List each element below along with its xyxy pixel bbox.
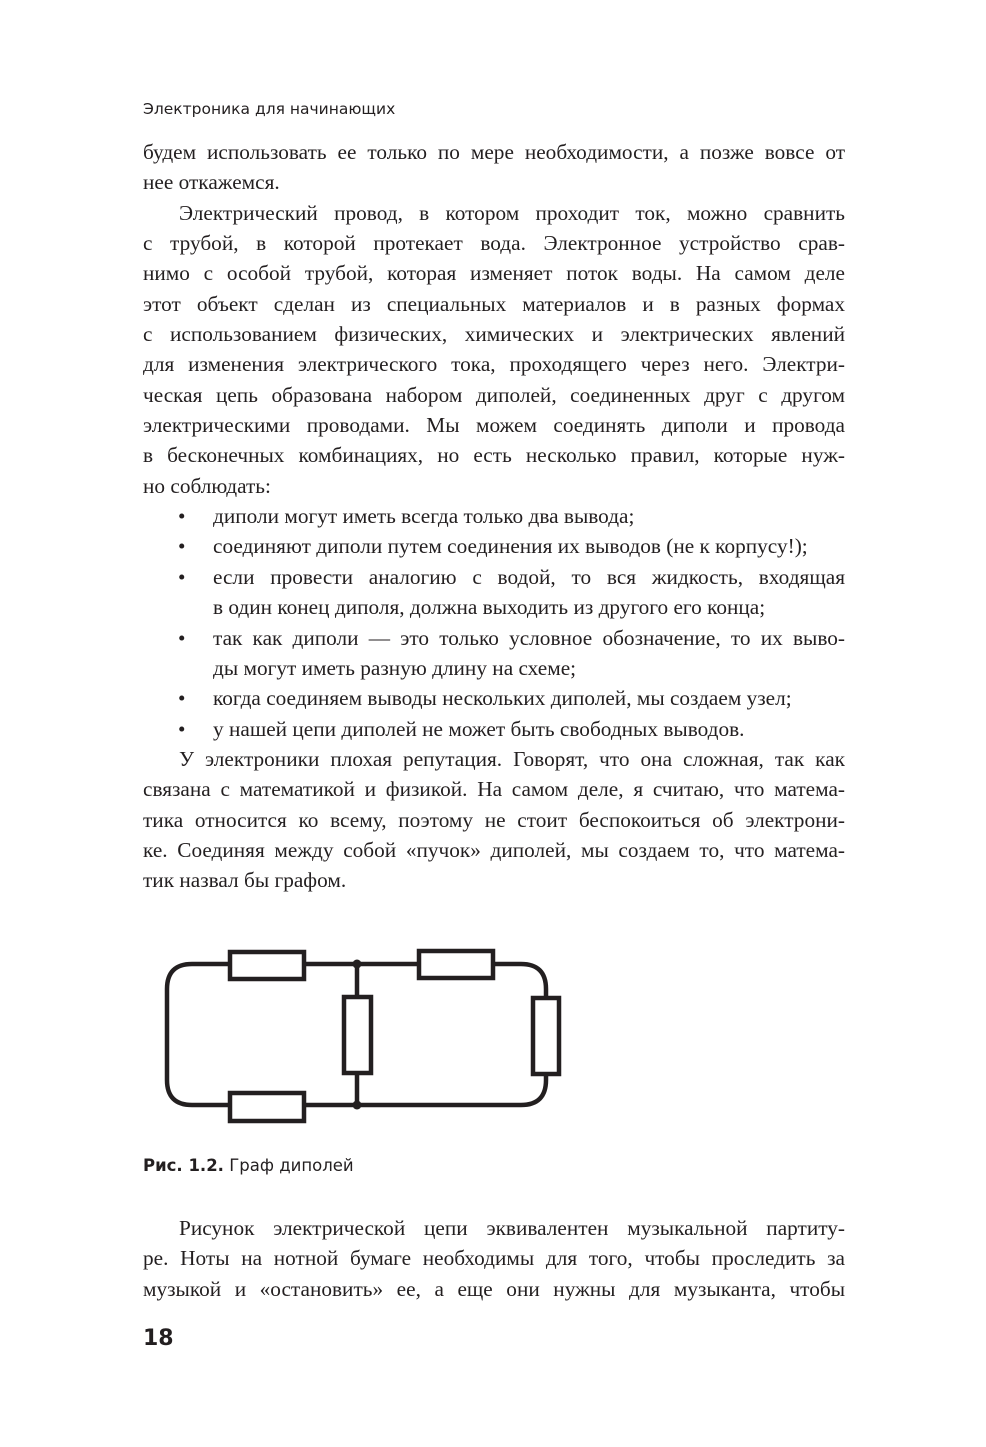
line-text: будем использовать ее только по мере необходимости, а позже вовсе от <box>143 140 845 164</box>
line-text: ке. Соединяя между собой «пучок» диполей, мы создаем то, что матема- <box>143 837 845 862</box>
line-text: с трубой, в которой протекает вода. Электронное устройство срав- <box>143 231 845 256</box>
line-text: с использованием физических, химических и электрических явлений <box>143 322 845 347</box>
line-text: если провести аналогию с водой, то вся жидкость, входящая <box>213 564 845 589</box>
line-text: ческая цепь образована набором диполей, соединенных друг с другом <box>143 382 845 407</box>
bullet-icon: • <box>178 686 186 711</box>
bullet-icon: • <box>178 625 186 650</box>
text-line <box>143 1274 845 1304</box>
body-text-bottom <box>143 1213 845 1304</box>
line-text: Рисунок электрической цепи эквивалентен музыкальной партиту- <box>179 1216 845 1240</box>
line-text: Электрический провод, в котором проходит ток, можно сравнить <box>179 200 845 225</box>
text-line <box>143 1243 845 1273</box>
circuit-wire-loop <box>167 964 229 1105</box>
line-text: для изменения электрического тока, проходящего через него. Электри- <box>143 352 845 377</box>
bullet-icon: • <box>178 534 186 559</box>
line-text: ды могут иметь разную длину на схеме; <box>213 655 577 680</box>
dipole-top-left <box>230 952 304 979</box>
line-text: в бесконечных комбинациях, но есть несколько правил, которые нуж- <box>143 443 845 468</box>
circuit-wire-right-bottom <box>304 1074 546 1105</box>
line-text: но соблюдать: <box>143 473 271 498</box>
line-text: у нашей цепи диполей не может быть свободных выводов. <box>213 716 745 741</box>
line-text: музыкой и «остановить» ее, а еще они нужны для музыканта, чтобы <box>143 1276 845 1301</box>
dipole-bottom <box>230 1093 304 1121</box>
line-text: когда соединяем выводы нескольких диполей, мы создаем узел; <box>213 686 792 711</box>
line-text: нее откажемся. <box>143 170 280 195</box>
circuit-wire-top-right <box>493 964 546 998</box>
figure-label: Рис. 1.2. <box>143 1156 224 1175</box>
line-text: так как диполи — это только условное обозначение, то их выво- <box>213 625 845 650</box>
dipole-middle <box>344 997 371 1073</box>
line-text: диполи могут иметь всегда только два вывода; <box>213 504 635 529</box>
bullet-icon: • <box>178 564 186 589</box>
line-text: этот объект сделан из специальных материалов и в разных формах <box>143 291 845 316</box>
dipole-top-right <box>419 951 493 978</box>
line-text: нимо с особой трубой, которая изменяет поток воды. На самом деле <box>143 261 845 286</box>
line-text: соединяют диполи путем соединения их выводов (не к корпусу!); <box>213 534 808 559</box>
text-line <box>143 1213 845 1243</box>
line-text: связана с математикой и физикой. На самом деле, я считаю, что матема- <box>143 777 845 802</box>
figure-caption-text: Граф диполей <box>229 1156 354 1175</box>
line-text: в один конец диполя, должна выходить из другого его конца; <box>213 595 766 620</box>
node-bottom <box>353 1101 362 1110</box>
line-text: тика относится ко всему, поэтому не стоит беспокоиться об электрони- <box>143 807 845 832</box>
bullet-icon: • <box>178 716 186 741</box>
dipole-right <box>533 998 559 1074</box>
bullet-icon: • <box>178 504 186 529</box>
node-top <box>353 960 362 969</box>
line-text: электрическими проводами. Мы можем соединять диполи и провода <box>143 413 845 438</box>
figure-caption <box>143 1156 354 1175</box>
line-text: У электроники плохая репутация. Говорят, что она сложная, так как <box>179 746 845 771</box>
running-header: Электроника для начинающих <box>143 100 396 118</box>
page-number: 18 <box>143 1326 174 1351</box>
line-text: тик назвал бы графом. <box>143 868 347 893</box>
line-text: ре. Ноты на нотной бумаге необходимы для того, чтобы проследить за <box>143 1246 845 1271</box>
